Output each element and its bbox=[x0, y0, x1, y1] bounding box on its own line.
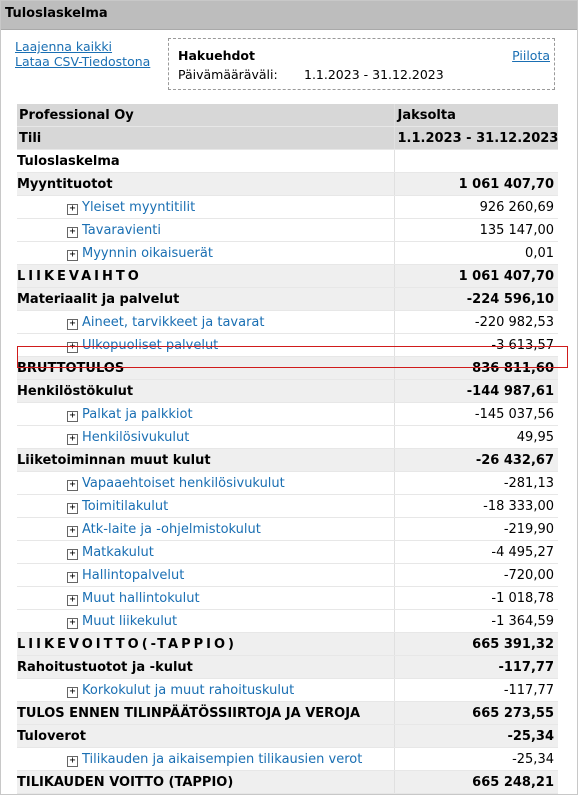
expand-plus-icon[interactable]: + bbox=[67, 227, 78, 238]
row-value: 0,01 bbox=[394, 242, 558, 265]
account-link[interactable]: Muut hallintokulut bbox=[82, 590, 200, 606]
account-group-row bbox=[17, 449, 558, 472]
row-value: 665 391,32 bbox=[394, 633, 558, 656]
row-value: 135 147,00 bbox=[394, 219, 558, 242]
account-cell bbox=[17, 196, 394, 219]
account-row[interactable] bbox=[17, 472, 558, 495]
account-link[interactable]: Myynnin oikaisuerät bbox=[82, 245, 213, 261]
account-row[interactable] bbox=[17, 587, 558, 610]
account-cell bbox=[17, 610, 394, 633]
row-value: -25,34 bbox=[394, 725, 558, 748]
account-group-row bbox=[17, 656, 558, 679]
account-header: Tili bbox=[17, 127, 394, 150]
total-label: BRUTTOTULOS bbox=[17, 357, 394, 380]
title-bar bbox=[1, 1, 577, 30]
highlight-box bbox=[17, 346, 568, 368]
account-cell bbox=[17, 564, 394, 587]
period-header: Jaksolta bbox=[394, 104, 558, 127]
account-cell bbox=[17, 403, 394, 426]
account-cell bbox=[17, 242, 394, 265]
account-group-label: Rahoitustuotot ja -kulut bbox=[17, 656, 394, 679]
row-value: -117,77 bbox=[394, 679, 558, 702]
section-row bbox=[17, 150, 558, 173]
account-link[interactable]: Hallintopalvelut bbox=[82, 567, 185, 583]
company-name: Professional Oy bbox=[17, 104, 394, 127]
expand-plus-icon[interactable]: + bbox=[67, 434, 78, 445]
total-label: LIIKEVOITTO(-TAPPIO) bbox=[17, 633, 394, 656]
account-link[interactable]: Atk-laite ja -ohjelmistokulut bbox=[82, 521, 261, 537]
account-cell bbox=[17, 679, 394, 702]
row-value: -3 613,57 bbox=[394, 334, 558, 357]
row-value: -18 333,00 bbox=[394, 495, 558, 518]
income-statement-table bbox=[17, 104, 558, 794]
header-row-account bbox=[17, 127, 558, 150]
total-label: TILIKAUDEN VOITTO (TAPPIO) bbox=[17, 771, 394, 794]
expand-plus-icon[interactable]: + bbox=[67, 549, 78, 560]
expand-plus-icon[interactable]: + bbox=[67, 618, 78, 629]
account-group-row bbox=[17, 173, 558, 196]
total-row bbox=[17, 702, 558, 725]
account-link[interactable]: Vapaaehtoiset henkilösivukulut bbox=[82, 475, 285, 491]
total-row bbox=[17, 771, 558, 794]
account-row[interactable] bbox=[17, 495, 558, 518]
account-row[interactable] bbox=[17, 219, 558, 242]
account-link[interactable]: Muut liikekulut bbox=[82, 613, 178, 629]
account-group-row bbox=[17, 288, 558, 311]
expand-plus-icon[interactable]: + bbox=[67, 319, 78, 330]
expand-all-link[interactable]: Laajenna kaikki bbox=[15, 39, 113, 54]
expand-plus-icon[interactable]: + bbox=[67, 411, 78, 422]
expand-plus-icon[interactable]: + bbox=[67, 572, 78, 583]
account-group-row bbox=[17, 380, 558, 403]
expand-plus-icon[interactable]: + bbox=[67, 342, 78, 353]
account-cell bbox=[17, 472, 394, 495]
row-value: -224 596,10 bbox=[394, 288, 558, 311]
account-group-label: Liiketoiminnan muut kulut bbox=[17, 449, 394, 472]
account-row[interactable] bbox=[17, 679, 558, 702]
account-cell bbox=[17, 219, 394, 242]
account-cell bbox=[17, 748, 394, 771]
section-value bbox=[394, 150, 558, 173]
row-value: 1 061 407,70 bbox=[394, 173, 558, 196]
account-group-row bbox=[17, 725, 558, 748]
date-range-value: 1.1.2023 - 31.12.2023 bbox=[304, 67, 444, 82]
row-value: -4 495,27 bbox=[394, 541, 558, 564]
account-cell bbox=[17, 587, 394, 610]
account-group-label: Henkilöstökulut bbox=[17, 380, 394, 403]
account-link[interactable]: Tavaravienti bbox=[82, 222, 161, 238]
row-value: 49,95 bbox=[394, 426, 558, 449]
row-value: -1 018,78 bbox=[394, 587, 558, 610]
expand-plus-icon[interactable]: + bbox=[67, 503, 78, 514]
account-row[interactable] bbox=[17, 242, 558, 265]
account-cell bbox=[17, 311, 394, 334]
account-link[interactable]: Henkilösivukulut bbox=[82, 429, 190, 445]
row-value: -26 432,67 bbox=[394, 449, 558, 472]
expand-plus-icon[interactable]: + bbox=[67, 756, 78, 767]
account-row[interactable] bbox=[17, 403, 558, 426]
row-value: -1 364,59 bbox=[394, 610, 558, 633]
account-row[interactable] bbox=[17, 748, 558, 771]
expand-plus-icon[interactable]: + bbox=[67, 526, 78, 537]
download-csv-link[interactable]: Lataa CSV-Tiedostona bbox=[15, 54, 151, 69]
row-value: -220 982,53 bbox=[394, 311, 558, 334]
account-link[interactable]: Yleiset myyntitilit bbox=[82, 199, 196, 215]
row-value: 836 811,60 bbox=[394, 357, 558, 380]
header-row-company bbox=[17, 104, 558, 127]
account-row[interactable] bbox=[17, 518, 558, 541]
section-title: Tuloslaskelma bbox=[17, 150, 394, 173]
account-cell bbox=[17, 518, 394, 541]
account-link[interactable]: Korkokulut ja muut rahoituskulut bbox=[82, 682, 295, 698]
row-value: 926 260,69 bbox=[394, 196, 558, 219]
account-row[interactable] bbox=[17, 426, 558, 449]
date-range-label: Päivämääräväli: bbox=[178, 67, 278, 82]
total-row bbox=[17, 633, 558, 656]
row-value: 665 273,55 bbox=[394, 702, 558, 725]
account-row[interactable] bbox=[17, 311, 558, 334]
period-value: 1.1.2023 - 31.12.2023 bbox=[394, 127, 558, 150]
action-links bbox=[15, 39, 150, 69]
total-label: LIIKEVAIHTO bbox=[17, 265, 394, 288]
expand-plus-icon[interactable]: + bbox=[67, 250, 78, 261]
row-value: -281,13 bbox=[394, 472, 558, 495]
account-link[interactable]: Ulkopuoliset palvelut bbox=[82, 337, 219, 353]
account-link[interactable]: Matkakulut bbox=[82, 544, 154, 560]
search-criteria-title: Hakuehdot bbox=[178, 48, 255, 63]
window-title: Tuloslaskelma bbox=[5, 6, 108, 21]
account-row[interactable] bbox=[17, 564, 558, 587]
account-group-label: Tuloverot bbox=[17, 725, 394, 748]
account-group-label: Materiaalit ja palvelut bbox=[17, 288, 394, 311]
row-value: -117,77 bbox=[394, 656, 558, 679]
account-row[interactable] bbox=[17, 610, 558, 633]
account-link[interactable]: Tilikauden ja aikaisempien tilikausien verot bbox=[82, 751, 363, 767]
total-label: TULOS ENNEN TILINPÄÄTÖSSIIRTOJA JA VEROJA bbox=[17, 702, 394, 725]
account-link[interactable]: Aineet, tarvikkeet ja tavarat bbox=[82, 314, 265, 330]
expand-plus-icon[interactable]: + bbox=[67, 204, 78, 215]
account-row[interactable] bbox=[17, 541, 558, 564]
expand-plus-icon[interactable]: + bbox=[67, 595, 78, 606]
search-criteria-box bbox=[168, 38, 555, 90]
account-cell bbox=[17, 426, 394, 449]
row-value: -720,00 bbox=[394, 564, 558, 587]
row-value: -145 037,56 bbox=[394, 403, 558, 426]
expand-plus-icon[interactable]: + bbox=[67, 687, 78, 698]
account-link[interactable]: Toimitilakulut bbox=[82, 498, 169, 514]
row-value: 665 248,21 bbox=[394, 771, 558, 794]
account-link[interactable]: Palkat ja palkkiot bbox=[82, 406, 193, 422]
account-group-label: Myyntituotot bbox=[17, 173, 394, 196]
account-row[interactable] bbox=[17, 196, 558, 219]
hide-link[interactable]: Piilota bbox=[512, 48, 550, 63]
row-value: 1 061 407,70 bbox=[394, 265, 558, 288]
row-value: -219,90 bbox=[394, 518, 558, 541]
account-cell bbox=[17, 495, 394, 518]
total-row bbox=[17, 265, 558, 288]
expand-plus-icon[interactable]: + bbox=[67, 480, 78, 491]
row-value: -144 987,61 bbox=[394, 380, 558, 403]
row-value: -25,34 bbox=[394, 748, 558, 771]
account-cell bbox=[17, 541, 394, 564]
